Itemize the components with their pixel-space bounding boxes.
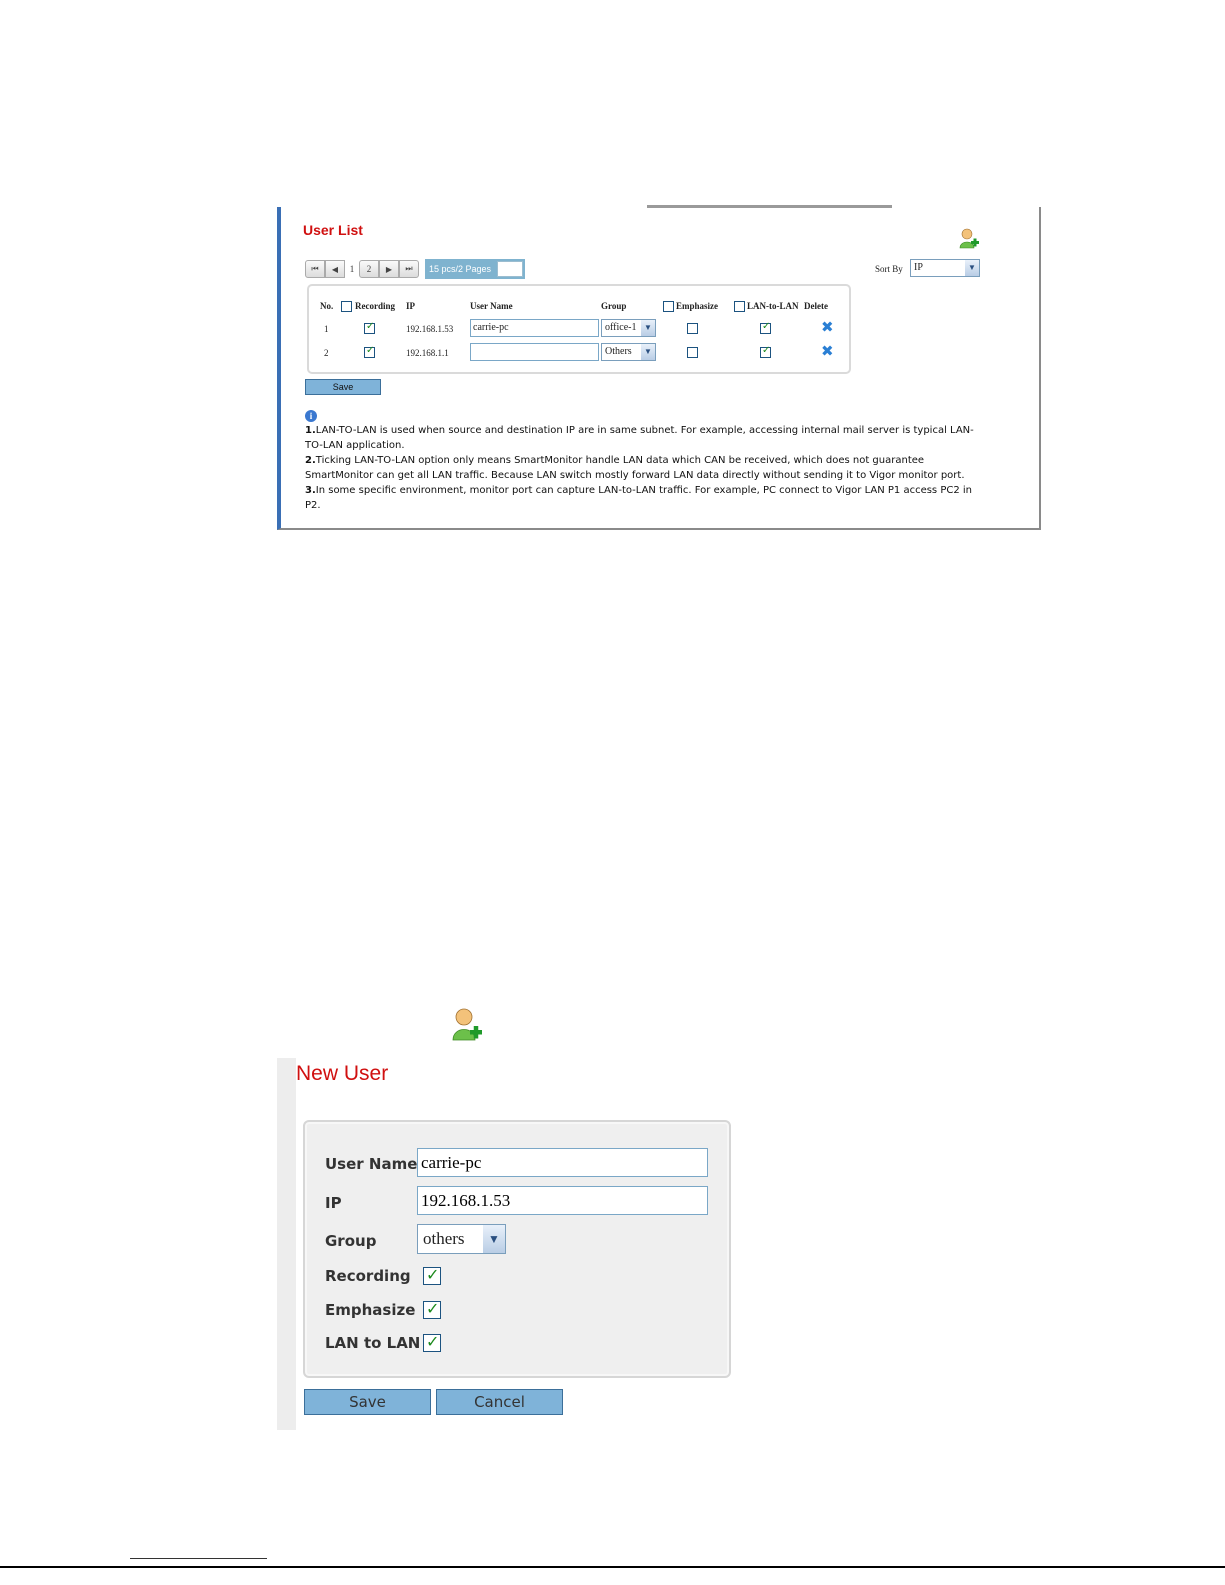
recording-select-all-checkbox[interactable] xyxy=(341,301,352,312)
sort-by-label: Sort By xyxy=(875,264,903,274)
cancel-button[interactable]: Cancel xyxy=(436,1389,563,1415)
row-2-lan-to-lan-checkbox[interactable] xyxy=(760,347,771,358)
notes xyxy=(305,423,975,513)
col-header-ip: IP xyxy=(406,301,415,311)
row-2-emphasize-checkbox[interactable] xyxy=(687,347,698,358)
group-value: others xyxy=(423,1229,465,1248)
col-header-user-name: User Name xyxy=(470,301,513,311)
row-1-no: 1 xyxy=(324,324,329,334)
footer-underline xyxy=(130,1558,267,1559)
add-user-icon[interactable] xyxy=(959,228,979,250)
row-1-recording-checkbox[interactable] xyxy=(364,323,375,334)
page-2-button[interactable]: 2 xyxy=(359,260,379,278)
next-page-button[interactable]: ▶ xyxy=(379,260,399,278)
lan-to-lan-select-all-checkbox[interactable] xyxy=(734,301,745,312)
row-1-lan-to-lan-checkbox[interactable] xyxy=(760,323,771,334)
save-button[interactable]: Save xyxy=(305,379,381,395)
info-icon: i xyxy=(305,410,317,422)
row-1-group-select[interactable] xyxy=(601,319,656,337)
sort-by-select[interactable] xyxy=(910,259,980,277)
col-header-no: No. xyxy=(320,301,334,311)
note-3 xyxy=(305,483,975,513)
ip-input[interactable]: 192.168.1.53 xyxy=(417,1186,708,1215)
note-1-number: 1. xyxy=(305,425,316,436)
emphasize-checkbox[interactable] xyxy=(423,1301,441,1319)
emphasize-label: Emphasize xyxy=(325,1301,416,1319)
new-user-form xyxy=(303,1120,731,1378)
chevron-down-icon: ▼ xyxy=(483,1225,505,1253)
page-jump-input[interactable] xyxy=(497,261,523,277)
row-2-recording-checkbox[interactable] xyxy=(364,347,375,358)
col-header-emphasize: Emphasize xyxy=(676,301,719,311)
user-table xyxy=(307,284,851,374)
chevron-down-icon: ▼ xyxy=(641,320,655,336)
col-header-recording: Recording xyxy=(355,301,395,311)
recording-checkbox[interactable] xyxy=(423,1267,441,1285)
page-info xyxy=(425,259,525,279)
row-1-group-value: office-1 xyxy=(605,322,637,333)
user-list-title: User List xyxy=(303,222,363,238)
prev-page-button[interactable]: ◀ xyxy=(325,260,345,278)
user-name-input[interactable]: carrie-pc xyxy=(417,1148,708,1177)
panel-top-bar xyxy=(647,205,892,208)
recording-label: Recording xyxy=(325,1267,411,1285)
chevron-down-icon: ▼ xyxy=(641,344,655,360)
row-1-delete-icon[interactable]: ✖ xyxy=(821,318,834,336)
row-2-group-value: Others xyxy=(605,346,632,357)
chevron-down-icon: ▼ xyxy=(965,260,979,276)
note-2-number: 2. xyxy=(305,455,316,466)
sort-by-value: IP xyxy=(914,262,923,273)
col-header-lan-to-lan: LAN-to-LAN xyxy=(747,301,799,311)
row-1-ip: 192.168.1.53 xyxy=(406,324,454,334)
note-2 xyxy=(305,453,975,483)
emphasize-select-all-checkbox[interactable] xyxy=(663,301,674,312)
first-page-button[interactable]: ⏮ xyxy=(305,260,325,278)
note-3-number: 3. xyxy=(305,485,316,496)
col-header-group: Group xyxy=(601,301,627,311)
new-user-panel xyxy=(277,1058,737,1430)
user-name-label: User Name xyxy=(325,1155,418,1173)
new-user-title: New User xyxy=(296,1062,389,1085)
row-2-no: 2 xyxy=(324,348,329,358)
group-select[interactable] xyxy=(417,1224,506,1254)
row-2-delete-icon[interactable]: ✖ xyxy=(821,342,834,360)
lan-to-lan-label: LAN to LAN xyxy=(325,1334,421,1352)
lan-to-lan-checkbox[interactable] xyxy=(423,1334,441,1352)
save-button[interactable]: Save xyxy=(304,1389,431,1415)
pagination xyxy=(305,259,525,279)
panel-left-bar xyxy=(277,1058,296,1430)
note-2-text: Ticking LAN-TO-LAN option only means SmartMonitor handle LAN data which CAN be received, which does not guarantee SmartMonitor can get all LAN traffic. Because LAN switch mostly forward LAN data directly without sending it to Vigor monitor port. xyxy=(305,455,965,481)
page-info-text: 15 pcs/2 Pages xyxy=(429,264,492,274)
note-1 xyxy=(305,423,975,453)
col-header-delete: Delete xyxy=(804,301,828,311)
add-user-icon xyxy=(451,1007,483,1043)
row-2-ip: 192.168.1.1 xyxy=(406,348,449,358)
row-2-user-name-input[interactable] xyxy=(470,343,599,361)
row-1-emphasize-checkbox[interactable] xyxy=(687,323,698,334)
footer-rule xyxy=(0,1566,1225,1568)
ip-label: IP xyxy=(325,1194,342,1212)
note-1-text: LAN-TO-LAN is used when source and destination IP are in same subnet. For example, accessing internal mail server is typical LAN-TO-LAN application. xyxy=(305,425,974,451)
last-page-button[interactable]: ⏭ xyxy=(399,260,419,278)
row-2-group-select[interactable] xyxy=(601,343,656,361)
row-1-user-name-input[interactable]: carrie-pc xyxy=(470,319,599,337)
current-page-number: 1 xyxy=(349,264,355,274)
user-list-panel xyxy=(277,207,1041,530)
note-3-text: In some specific environment, monitor port can capture LAN-to-LAN traffic. For example, PC connect to Vigor LAN P1 access PC2 in P2. xyxy=(305,485,972,511)
group-label: Group xyxy=(325,1232,377,1250)
